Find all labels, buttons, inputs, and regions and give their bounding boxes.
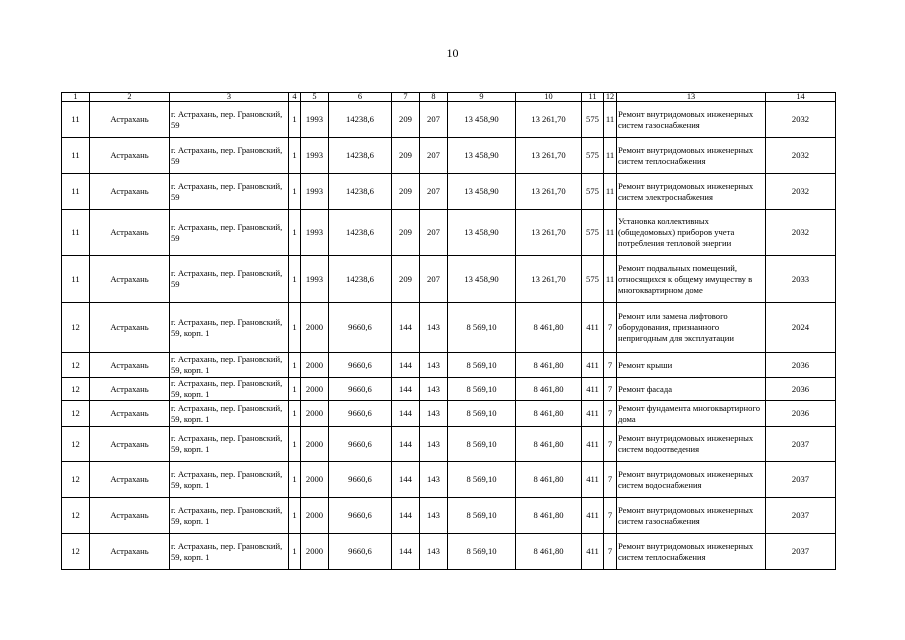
area-value-a-cell: 8 569,10 [448, 462, 516, 498]
column-12-cell: 11 [604, 256, 617, 303]
row-number-cell: 11 [62, 138, 90, 174]
buildings-count-cell: 1 [289, 378, 301, 401]
column-8-cell: 207 [420, 102, 448, 138]
column-number-8: 8 [420, 93, 448, 102]
column-number-3: 3 [170, 93, 289, 102]
table-row [62, 210, 836, 256]
table-row [62, 174, 836, 210]
column-number-6: 6 [329, 93, 392, 102]
area-value-a-cell: 8 569,10 [448, 534, 516, 570]
column-12-cell: 7 [604, 462, 617, 498]
row-number-cell: 11 [62, 102, 90, 138]
residents-count-cell: 575 [582, 102, 604, 138]
area-value-a-cell: 8 569,10 [448, 401, 516, 427]
area-value-a-cell: 13 458,90 [448, 138, 516, 174]
column-number-14: 14 [766, 93, 836, 102]
work-type-cell: Ремонт внутридомовых инженерных систем теплоснабжения [617, 138, 766, 174]
area-value-b-cell: 8 461,80 [516, 401, 582, 427]
address-cell: г. Астрахань, пер. Грановский, 59, корп. 1 [170, 353, 289, 378]
column-7-cell: 144 [392, 462, 420, 498]
area-value-b-cell: 13 261,70 [516, 138, 582, 174]
buildings-count-cell: 1 [289, 138, 301, 174]
row-number-cell: 12 [62, 498, 90, 534]
column-12-cell: 7 [604, 353, 617, 378]
year-built-cell: 2000 [301, 401, 329, 427]
address-cell: г. Астрахань, пер. Грановский, 59, корп. 1 [170, 427, 289, 462]
planned-year-cell: 2036 [766, 353, 836, 378]
work-type-cell: Ремонт внутридомовых инженерных систем газоснабжения [617, 102, 766, 138]
buildings-count-cell: 1 [289, 462, 301, 498]
year-built-cell: 1993 [301, 174, 329, 210]
table-row [62, 427, 836, 462]
planned-year-cell: 2033 [766, 256, 836, 303]
total-area-cell: 9660,6 [329, 378, 392, 401]
work-type-cell: Ремонт крыши [617, 353, 766, 378]
year-built-cell: 1993 [301, 102, 329, 138]
address-cell: г. Астрахань, пер. Грановский, 59, корп. 1 [170, 534, 289, 570]
total-area-cell: 9660,6 [329, 353, 392, 378]
municipality-cell: Астрахань [90, 401, 170, 427]
year-built-cell: 2000 [301, 534, 329, 570]
column-number-12: 12 [604, 93, 617, 102]
residents-count-cell: 411 [582, 498, 604, 534]
column-8-cell: 207 [420, 138, 448, 174]
column-12-cell: 7 [604, 498, 617, 534]
area-value-a-cell: 8 569,10 [448, 498, 516, 534]
work-type-cell: Ремонт подвальных помещений, относящихся к общему имуществу в многоквартирном доме [617, 256, 766, 303]
total-area-cell: 14238,6 [329, 102, 392, 138]
buildings-count-cell: 1 [289, 210, 301, 256]
column-8-cell: 207 [420, 210, 448, 256]
year-built-cell: 2000 [301, 498, 329, 534]
table-row [62, 353, 836, 378]
buildings-count-cell: 1 [289, 401, 301, 427]
row-number-cell: 11 [62, 174, 90, 210]
address-cell: г. Астрахань, пер. Грановский, 59 [170, 138, 289, 174]
address-cell: г. Астрахань, пер. Грановский, 59 [170, 174, 289, 210]
address-cell: г. Астрахань, пер. Грановский, 59, корп. 1 [170, 401, 289, 427]
row-number-cell: 12 [62, 401, 90, 427]
year-built-cell: 1993 [301, 138, 329, 174]
residents-count-cell: 575 [582, 174, 604, 210]
column-8-cell: 143 [420, 462, 448, 498]
total-area-cell: 9660,6 [329, 401, 392, 427]
address-cell: г. Астрахань, пер. Грановский, 59, корп. 1 [170, 303, 289, 353]
column-7-cell: 209 [392, 210, 420, 256]
work-type-cell: Ремонт фасада [617, 378, 766, 401]
planned-year-cell: 2032 [766, 174, 836, 210]
area-value-b-cell: 13 261,70 [516, 210, 582, 256]
municipality-cell: Астрахань [90, 303, 170, 353]
table-body [62, 93, 836, 570]
column-12-cell: 11 [604, 102, 617, 138]
area-value-b-cell: 8 461,80 [516, 427, 582, 462]
column-12-cell: 7 [604, 303, 617, 353]
column-7-cell: 209 [392, 102, 420, 138]
table-row [62, 462, 836, 498]
work-type-cell: Ремонт или замена лифтового оборудования, признанного непригодным для эксплуатации [617, 303, 766, 353]
column-7-cell: 144 [392, 534, 420, 570]
area-value-b-cell: 8 461,80 [516, 303, 582, 353]
buildings-count-cell: 1 [289, 303, 301, 353]
area-value-b-cell: 8 461,80 [516, 353, 582, 378]
buildings-count-cell: 1 [289, 498, 301, 534]
row-number-cell: 12 [62, 353, 90, 378]
table-row [62, 534, 836, 570]
table-row [62, 102, 836, 138]
table-row [62, 378, 836, 401]
municipality-cell: Астрахань [90, 353, 170, 378]
row-number-cell: 12 [62, 534, 90, 570]
planned-year-cell: 2032 [766, 138, 836, 174]
total-area-cell: 14238,6 [329, 138, 392, 174]
address-cell: г. Астрахань, пер. Грановский, 59, корп. 1 [170, 462, 289, 498]
area-value-b-cell: 8 461,80 [516, 462, 582, 498]
area-value-a-cell: 8 569,10 [448, 353, 516, 378]
total-area-cell: 9660,6 [329, 427, 392, 462]
residents-count-cell: 411 [582, 534, 604, 570]
area-value-a-cell: 8 569,10 [448, 378, 516, 401]
residents-count-cell: 575 [582, 256, 604, 303]
row-number-cell: 12 [62, 462, 90, 498]
total-area-cell: 9660,6 [329, 534, 392, 570]
column-8-cell: 143 [420, 378, 448, 401]
year-built-cell: 1993 [301, 210, 329, 256]
row-number-cell: 11 [62, 256, 90, 303]
municipality-cell: Астрахань [90, 174, 170, 210]
column-7-cell: 144 [392, 303, 420, 353]
total-area-cell: 9660,6 [329, 303, 392, 353]
area-value-a-cell: 8 569,10 [448, 427, 516, 462]
column-8-cell: 143 [420, 353, 448, 378]
column-number-5: 5 [301, 93, 329, 102]
residents-count-cell: 411 [582, 427, 604, 462]
planned-year-cell: 2037 [766, 462, 836, 498]
table-row [62, 498, 836, 534]
column-7-cell: 209 [392, 256, 420, 303]
column-12-cell: 11 [604, 138, 617, 174]
municipality-cell: Астрахань [90, 378, 170, 401]
work-type-cell: Ремонт внутридомовых инженерных систем водоотведения [617, 427, 766, 462]
capital-repair-table [61, 92, 836, 570]
column-number-4: 4 [289, 93, 301, 102]
area-value-b-cell: 13 261,70 [516, 174, 582, 210]
area-value-b-cell: 8 461,80 [516, 378, 582, 401]
total-area-cell: 14238,6 [329, 210, 392, 256]
column-12-cell: 7 [604, 378, 617, 401]
column-number-2: 2 [90, 93, 170, 102]
column-number-7: 7 [392, 93, 420, 102]
table-row [62, 303, 836, 353]
year-built-cell: 2000 [301, 427, 329, 462]
planned-year-cell: 2037 [766, 427, 836, 462]
address-cell: г. Астрахань, пер. Грановский, 59, корп. 1 [170, 378, 289, 401]
residents-count-cell: 411 [582, 462, 604, 498]
planned-year-cell: 2036 [766, 401, 836, 427]
year-built-cell: 2000 [301, 303, 329, 353]
column-8-cell: 207 [420, 256, 448, 303]
header-row [62, 93, 836, 102]
column-number-13: 13 [617, 93, 766, 102]
area-value-b-cell: 13 261,70 [516, 102, 582, 138]
column-7-cell: 144 [392, 401, 420, 427]
residents-count-cell: 411 [582, 353, 604, 378]
column-number-11: 11 [582, 93, 604, 102]
total-area-cell: 14238,6 [329, 256, 392, 303]
municipality-cell: Астрахань [90, 210, 170, 256]
row-number-cell: 11 [62, 210, 90, 256]
planned-year-cell: 2037 [766, 534, 836, 570]
area-value-a-cell: 8 569,10 [448, 303, 516, 353]
column-7-cell: 144 [392, 498, 420, 534]
municipality-cell: Астрахань [90, 102, 170, 138]
column-7-cell: 144 [392, 353, 420, 378]
year-built-cell: 2000 [301, 378, 329, 401]
buildings-count-cell: 1 [289, 427, 301, 462]
total-area-cell: 9660,6 [329, 498, 392, 534]
row-number-cell: 12 [62, 427, 90, 462]
column-7-cell: 144 [392, 378, 420, 401]
municipality-cell: Астрахань [90, 138, 170, 174]
column-12-cell: 11 [604, 174, 617, 210]
area-value-a-cell: 13 458,90 [448, 102, 516, 138]
table-row [62, 138, 836, 174]
buildings-count-cell: 1 [289, 102, 301, 138]
year-built-cell: 2000 [301, 353, 329, 378]
column-number-9: 9 [448, 93, 516, 102]
column-8-cell: 143 [420, 534, 448, 570]
planned-year-cell: 2036 [766, 378, 836, 401]
planned-year-cell: 2024 [766, 303, 836, 353]
address-cell: г. Астрахань, пер. Грановский, 59 [170, 256, 289, 303]
area-value-b-cell: 8 461,80 [516, 534, 582, 570]
column-7-cell: 144 [392, 427, 420, 462]
column-12-cell: 7 [604, 401, 617, 427]
buildings-count-cell: 1 [289, 256, 301, 303]
address-cell: г. Астрахань, пер. Грановский, 59, корп. 1 [170, 498, 289, 534]
buildings-count-cell: 1 [289, 353, 301, 378]
municipality-cell: Астрахань [90, 534, 170, 570]
area-value-b-cell: 8 461,80 [516, 498, 582, 534]
address-cell: г. Астрахань, пер. Грановский, 59 [170, 210, 289, 256]
total-area-cell: 14238,6 [329, 174, 392, 210]
planned-year-cell: 2032 [766, 102, 836, 138]
row-number-cell: 12 [62, 303, 90, 353]
column-number-1: 1 [62, 93, 90, 102]
planned-year-cell: 2037 [766, 498, 836, 534]
column-12-cell: 11 [604, 210, 617, 256]
table-row [62, 256, 836, 303]
year-built-cell: 1993 [301, 256, 329, 303]
municipality-cell: Астрахань [90, 498, 170, 534]
municipality-cell: Астрахань [90, 427, 170, 462]
column-8-cell: 143 [420, 401, 448, 427]
residents-count-cell: 575 [582, 210, 604, 256]
column-number-10: 10 [516, 93, 582, 102]
column-12-cell: 7 [604, 427, 617, 462]
column-8-cell: 143 [420, 427, 448, 462]
area-value-a-cell: 13 458,90 [448, 174, 516, 210]
area-value-b-cell: 13 261,70 [516, 256, 582, 303]
column-8-cell: 143 [420, 498, 448, 534]
work-type-cell: Ремонт внутридомовых инженерных систем водоснабжения [617, 462, 766, 498]
residents-count-cell: 411 [582, 401, 604, 427]
table-row [62, 401, 836, 427]
residents-count-cell: 575 [582, 138, 604, 174]
municipality-cell: Астрахань [90, 256, 170, 303]
municipality-cell: Астрахань [90, 462, 170, 498]
column-12-cell: 7 [604, 534, 617, 570]
residents-count-cell: 411 [582, 303, 604, 353]
area-value-a-cell: 13 458,90 [448, 256, 516, 303]
page-number: 10 [446, 46, 459, 60]
work-type-cell: Установка коллективных (общедомовых) приборов учета потребления тепловой энергии [617, 210, 766, 256]
total-area-cell: 9660,6 [329, 462, 392, 498]
column-8-cell: 207 [420, 174, 448, 210]
planned-year-cell: 2032 [766, 210, 836, 256]
address-cell: г. Астрахань, пер. Грановский, 59 [170, 102, 289, 138]
area-value-a-cell: 13 458,90 [448, 210, 516, 256]
column-7-cell: 209 [392, 174, 420, 210]
year-built-cell: 2000 [301, 462, 329, 498]
column-7-cell: 209 [392, 138, 420, 174]
buildings-count-cell: 1 [289, 174, 301, 210]
work-type-cell: Ремонт внутридомовых инженерных систем электроснабжения [617, 174, 766, 210]
work-type-cell: Ремонт внутридомовых инженерных систем газоснабжения [617, 498, 766, 534]
work-type-cell: Ремонт внутридомовых инженерных систем теплоснабжения [617, 534, 766, 570]
row-number-cell: 12 [62, 378, 90, 401]
work-type-cell: Ремонт фундамента многоквартирного дома [617, 401, 766, 427]
column-8-cell: 143 [420, 303, 448, 353]
residents-count-cell: 411 [582, 378, 604, 401]
buildings-count-cell: 1 [289, 534, 301, 570]
